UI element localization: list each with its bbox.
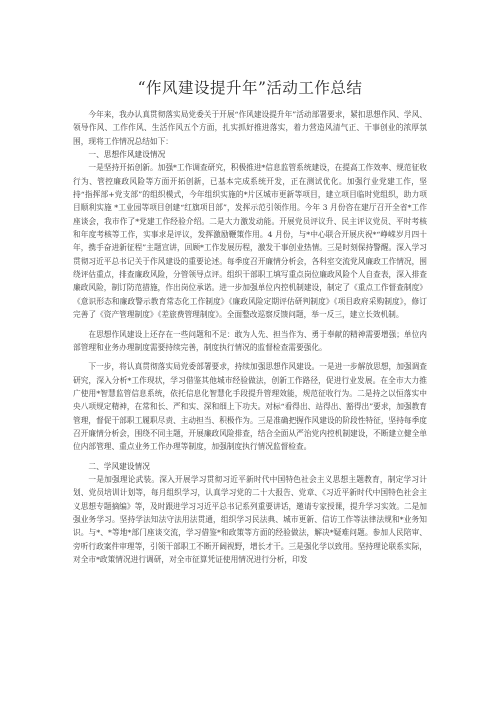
section-2-heading: 二、学风建设情况	[88, 461, 150, 471]
document-title: “作风建设提升年”活动工作总结	[137, 79, 363, 97]
section-1-paragraph-2: 在思想作风建设上还存在一些问题和不足：敢为人先、担当作为、勇于奉献的精神需要增强；单位内部管理和业务办理制度需要持续完善，制度执行情况的监督检查需要强化。	[73, 329, 427, 352]
section-1-paragraph-1: 一是坚持开拓创新。加强*工作调查研究，积极推进*信息监管系统建设，在提高工作效率、规范征收行为、管控廉政风险等方面开拓创新，已基本完成系统开发，正在测试优化。加强行业党建工作，坚持“指挥部+党支部”的组织模式，今年组织实施的*片区城市更新等项目，建立项目临时党组织，助力项目顺利实施 *工业园等项目创建“红旗项目部”，发挥示范引领作用。今年 3 月份咨在建厅召开全省*工作座谈会，我市作了*党建工作经验介绍。二是大力激发动能。开展党员评议升、民主评议党员、平时考核和年度考核等工作，实事求是评议，发挥激励鞭策作用。4 月份，与*中心联合开展庆祝*“峥嵘岁月四十年，携手奋进新征程”主题宣讲，回顾*工作发展历程，激发干事创业热情。三是时刻保持警醒。深入学习贯彻习近平总书记关于作风建设的重要论述。每季度召开廉情分析会，各科室交流党风廉政工作情况，围绕评估重点，排查廉政风险，分管领导点评。组织干部职工填写重点岗位廉政风险个人自查表，深入排查廉政风险，制订防范措施，作出岗位承诺。进一步加强单位内控机制建设，制定了《重点工作督查制度》《意识形态和廉政警示教育常态化工作制度》《廉政风险定期评估研判制度》《项目政府采购制度》，修订完善了《资产管理制度》《差旅费管理制度》。全面整改巡察反馈问题，举一反三，建立长效机制。	[73, 163, 427, 320]
document-body	[73, 108, 427, 566]
section-1-paragraph-3: 下一步，将认真贯彻落实局党委部署要求，持续加强思想作风建设。一是进一步解放思想，加强调查研究，深入分析*工作现状，学习借鉴其他城市经验做法，创新工作路径，促进行业发展。在全市大力推广使用*智慧监管信息系统，依托信息化智慧化手段提升管理效能，规范征收行为。二是持之以恒落实中央八项规定精神，在常和长、严和实、深和细上下功夫。对标“看得出、站得出、豁得出”要求，加强教育管理，督促干部职工履职尽责、主动担当、积极作为。三是准确把握作风建设的阶段性特征，坚持每季度召开廉情分析会，围绕不同主题，开展廉政风险排查，结合全面从严治党内控机制建设，不断建立健全单位内部管理、重点业务工作办理等制度，加强制度执行情况监督检查。	[73, 362, 427, 452]
intro-paragraph: 今年来，我办认真贯彻落实局党委关于开展“作风建设提升年”活动部署要求，紧扣思想作风、学风、领导作风、工作作风、生活作风五个方面，扎实抓好推进落实，着力营造风清气正、干事创业的浓厚氛围，现将工作情况总结如下：	[73, 110, 427, 146]
section-2-paragraph-1: 一是加强理论武装。深入开展学习贯彻习近平新时代中国特色社会主义思想主题教育，制定学习计划、党员培训计划等，每月组织学习，认真学习党的二十大报告、党章、《习近平新时代中国特色社会主义思想专题摘编》等，及时跟进学习习近平总书记系列重要讲话，邀请专家授课，提升学习实效。二是加强业务学习。坚持学法知法守法用法贯通，组织学习民法典、城市更新、信访工作等法律法规和*业务知识。与*、*等地*部门座谈交流，学习借鉴*和政策等方面的经验做法，解决*疑难问题。参加人民陪审、旁听行政案件审理等，引领干部职工不断开阔视野，增长才干。三是强化学以致用。坚持理论联系实际，对全市*政策情况进行调研，对全市征算凭证使用情况进行分析，印发	[73, 474, 427, 564]
section-1-heading: 一、思想作风建设情况	[88, 150, 166, 160]
